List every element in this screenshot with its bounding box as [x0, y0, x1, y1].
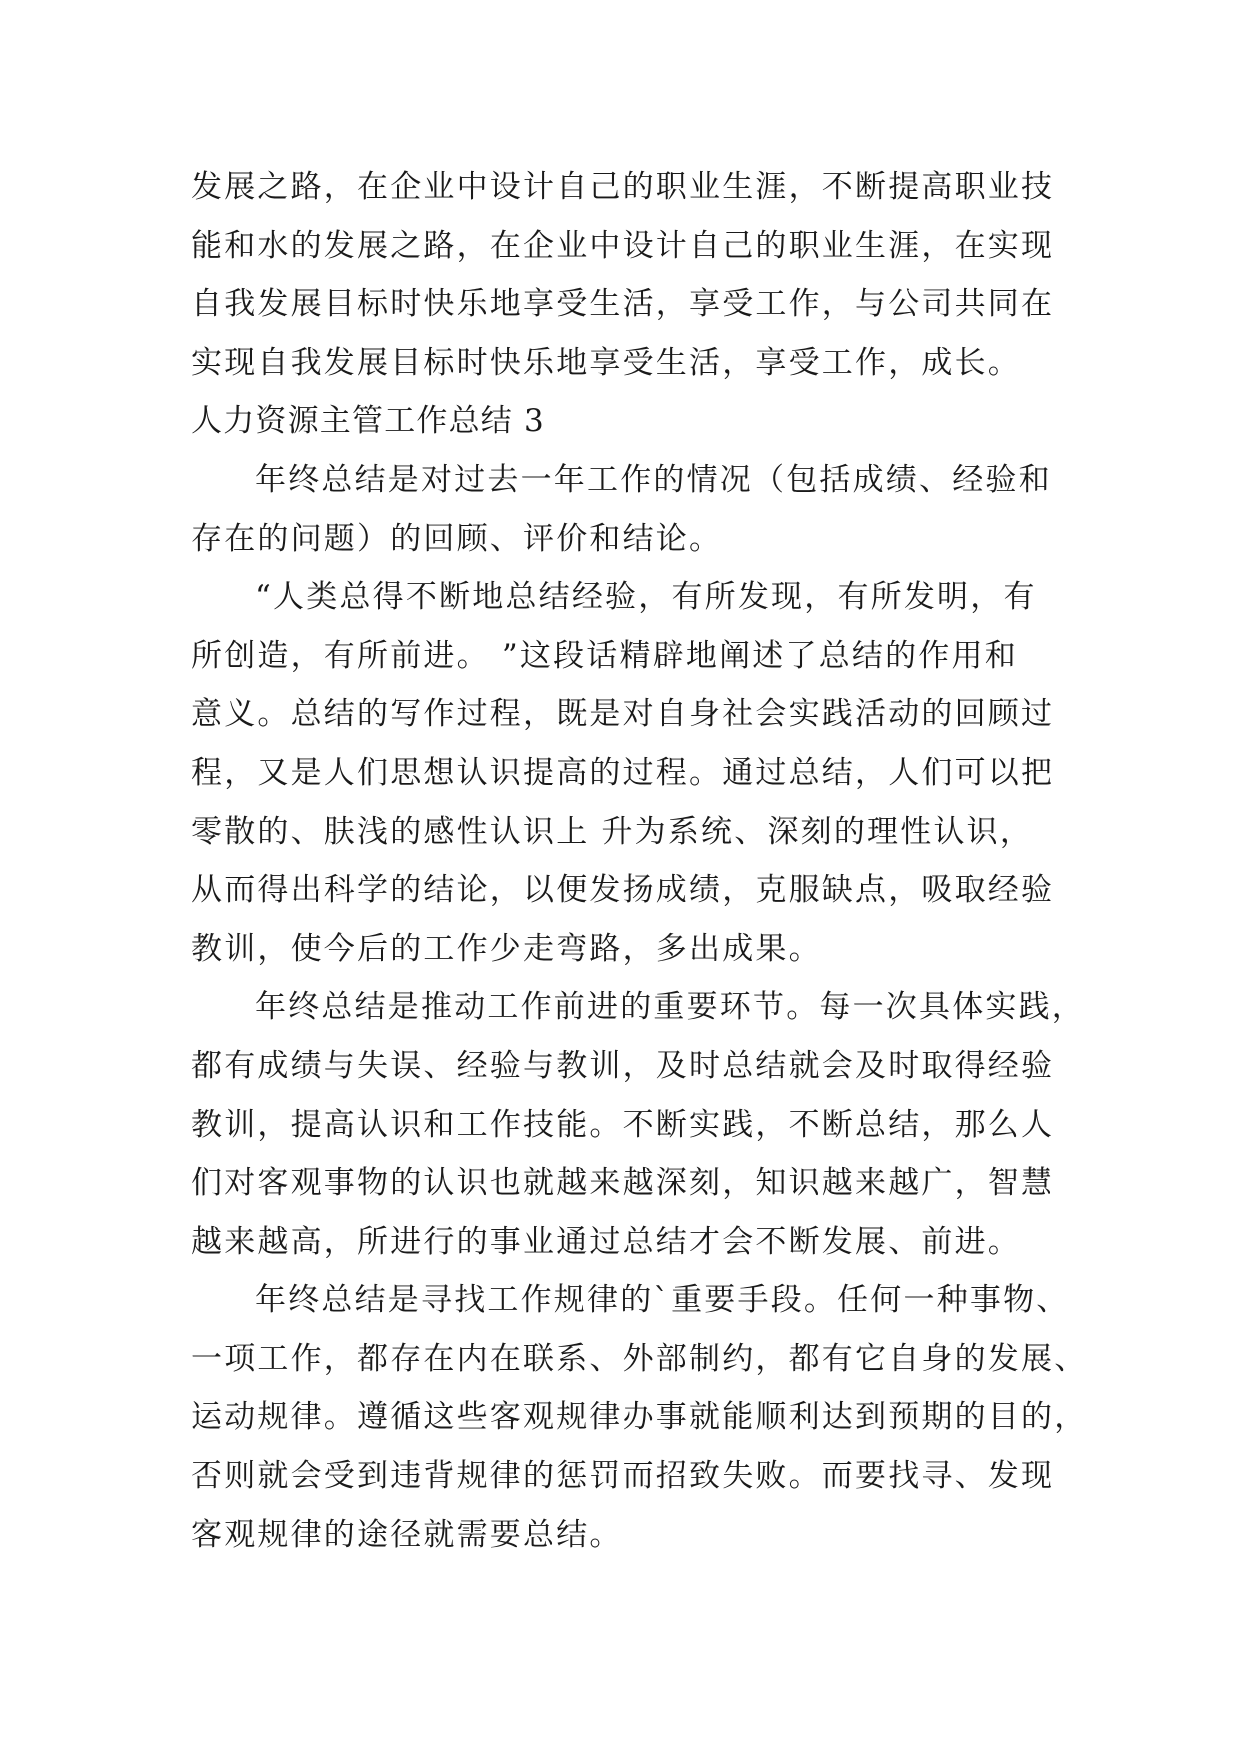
text-line: 实现自我发展目标时快乐地享受生活，享受工作，成长。	[191, 344, 1021, 381]
paragraph-start-line: 年终总结是推动工作前进的重要环节。每一次具体实践，	[255, 989, 1085, 1026]
text-line: 自我发展目标时快乐地享受生活，享受工作，与公司共同在	[191, 286, 1055, 323]
text-line: 意义。总结的写作过程，既是对自身社会实践活动的回顾过	[191, 696, 1055, 733]
text-line: 从而得出科学的结论，以便发扬成绩，克服缺点，吸取经验	[191, 872, 1055, 909]
text-line: 教训，使今后的工作少走弯路，多出成果。	[191, 930, 822, 967]
text-line: 存在的问题）的回顾、评价和结论。	[191, 520, 723, 557]
paragraph-start-line: “人类总得不断地总结经验，有所发现，有所发明，有	[255, 579, 1037, 616]
text-line: 所创造，有所前进。 ”这段话精辟地阐述了总结的作用和	[191, 637, 1018, 674]
text-line: 运动规律。遵循这些客观规律办事就能顺利达到预期的目的，	[191, 1399, 1088, 1436]
section-heading: 人力资源主管工作总结 3	[191, 403, 545, 440]
document-body	[191, 158, 1088, 1564]
paragraph-start-line: 年终总结是对过去一年工作的情况（包括成绩、经验和	[255, 461, 1052, 498]
text-line: 能和水的发展之路，在企业中设计自己的职业生涯，在实现	[191, 227, 1055, 264]
text-line: 一项工作，都存在内在联系、外部制约，都有它自身的发展、	[191, 1340, 1088, 1377]
text-line: 发展之路，在企业中设计自己的职业生涯，不断提高职业技	[191, 169, 1055, 205]
text-line: 客观规律的途径就需要总结。	[191, 1516, 623, 1553]
text-line: 越来越高，所进行的事业通过总结才会不断发展、前进。	[191, 1223, 1021, 1260]
text-line: 都有成绩与失误、经验与教训，及时总结就会及时取得经验	[191, 1047, 1055, 1084]
text-line: 教训，提高认识和工作技能。不断实践，不断总结，那么人	[191, 1106, 1055, 1143]
text-line: 否则就会受到违背规律的惩罚而招致失败。而要找寻、发现	[191, 1458, 1055, 1495]
text-line: 零散的、肤浅的感性认识上 升为系统、深刻的理性认识，	[191, 813, 1034, 850]
text-line: 们对客观事物的认识也就越来越深刻，知识越来越广，智慧	[191, 1165, 1055, 1202]
text-line: 程，又是人们思想认识提高的过程。通过总结，人们可以把	[191, 754, 1055, 791]
paragraph-start-line: 年终总结是寻找工作规律的`重要手段。任何一种事物、	[255, 1282, 1070, 1319]
